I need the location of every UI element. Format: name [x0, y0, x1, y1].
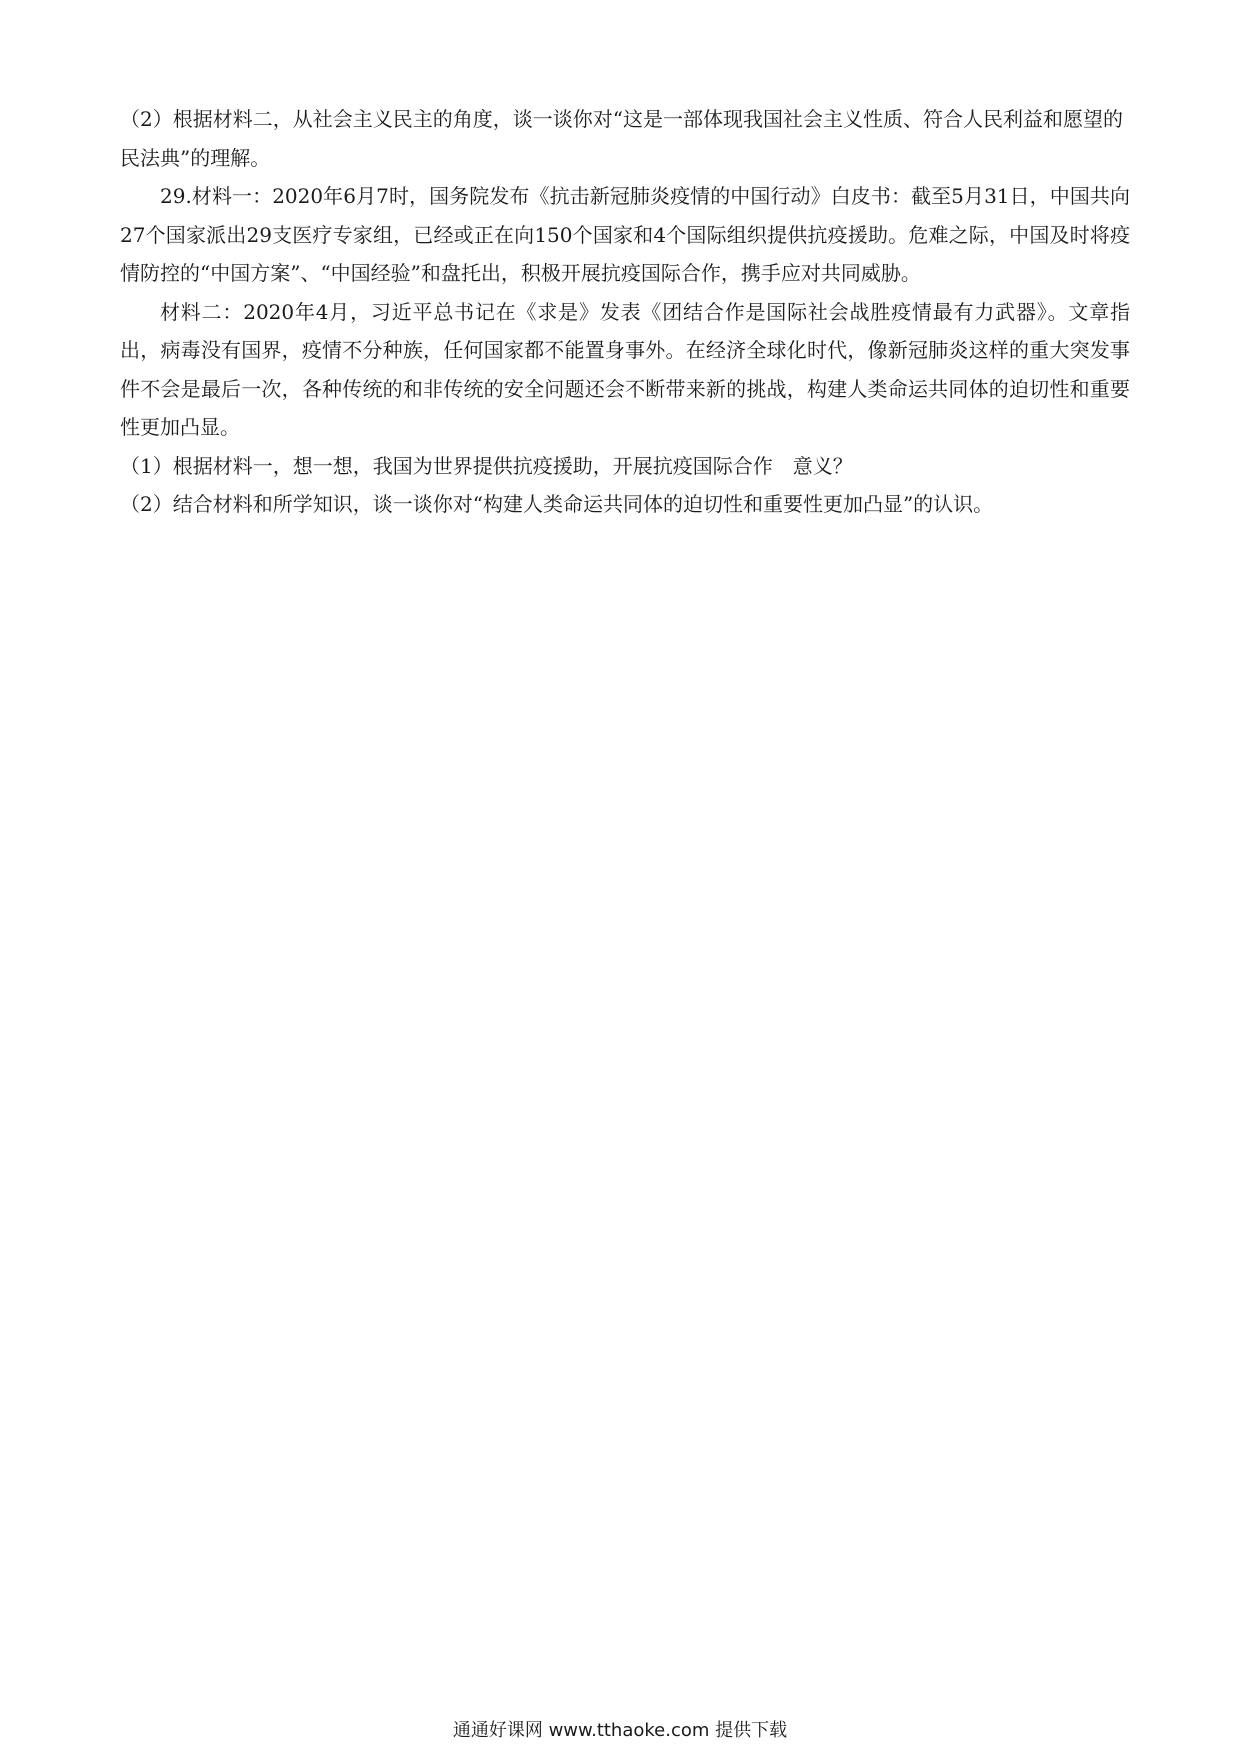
question-29-material-2: 材料二：2020年4月，习近平总书记在《求是》发表《团结合作是国际社会战胜疫情最有力武器》。文章指出，病毒没有国界，疫情不分种族，任何国家都不能置身事外。在经济全球化时代，像新冠肺炎这样的重大突发事件不会是最后一次，各种传统的和非传统的安全问题还会不断带来新的挑战，构建人类命运共同体的迫切性和重要性更加凸显。: [120, 299, 1130, 439]
footer-watermark: 通通好课网 www.tthaoke.com 提供下载: [452, 1720, 788, 1741]
question-29-sub-2: （2）结合材料和所学知识，谈一谈你对“构建人类命运共同体的迫切性和重要性更加凸显”的认识。: [120, 492, 994, 516]
document-body: [120, 100, 1130, 524]
question-29-material-1: 29.材料一：2020年6月7时，国务院发布《抗击新冠肺炎疫情的中国行动》白皮书：截至5月31日，中国共向27个国家派出29支医疗专家组，已经或正在向150个国家和4个国际组织提供抗疫援助。危难之际，中国及时将疫情防控的“中国方案”、“中国经验”和盘托出，积极开展抗疫国际合作，携手应对共同威胁。: [120, 184, 1130, 285]
question-29-sub-1: （1）根据材料一，想一想，我国为世界提供抗疫援助，开展抗疫国际合作 意义？: [120, 453, 853, 478]
question-2-democracy: （2）根据材料二，从社会主义民主的角度，谈一谈你对“这是一部体现我国社会主义性质、符合人民利益和愿望的民法典”的理解。: [120, 107, 1123, 170]
